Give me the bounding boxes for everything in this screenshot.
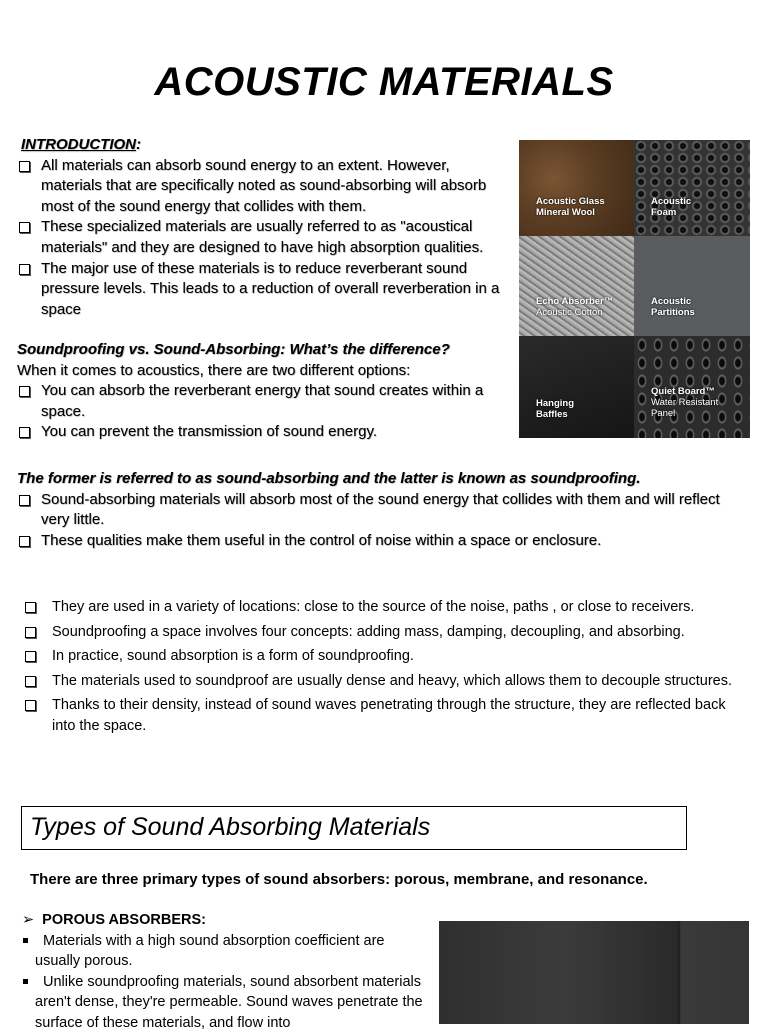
- checkbox-bullet-icon: [19, 495, 30, 506]
- checkbox-bullet-icon: [19, 386, 30, 397]
- list-item: The major use of these materials is to reduce reverberant sound pressure levels. This leads to a reduction of overall reverberation in a space: [17, 259, 509, 321]
- checkbox-bullet-icon: [19, 536, 30, 547]
- list-item: All materials can absorb sound energy to an extent. However, materials that are specifically noted as sound-absorbing will absorb most of the sound energy that collides with them.: [17, 156, 509, 218]
- porous-heading: ➢ POROUS ABSORBERS:: [22, 912, 206, 928]
- types-title-text: Types of Sound Absorbing Materials: [30, 813, 431, 841]
- list-item: You can absorb the reverberant energy that sound creates within a space.: [17, 381, 509, 422]
- checkbox-bullet-icon: [19, 161, 30, 172]
- definition-heading: The former is referred to as sound-absorbing and the latter is known as soundproofing.: [17, 470, 641, 487]
- list-item: The materials used to soundproof are usually dense and heavy, which allows them to decouple structures.: [23, 671, 738, 692]
- comparison-heading: Soundproofing vs. Sound-Absorbing: What’s the difference?: [17, 341, 450, 358]
- square-bullet-icon: [23, 979, 28, 984]
- comparison-section: [17, 340, 509, 443]
- list-item: Materials with a high sound absorption coefficient are usually porous.: [22, 931, 432, 972]
- types-section-title: [21, 806, 687, 850]
- list-item: Sound-absorbing materials will absorb most of the sound energy that collides with them and will reflect very little.: [17, 490, 722, 531]
- list-item: In practice, sound absorption is a form of soundproofing.: [23, 646, 738, 667]
- checkbox-bullet-icon: [25, 676, 36, 687]
- list-item: These specialized materials are usually referred to as "acoustical materials" and they are designed to have high absorption qualities.: [17, 217, 509, 258]
- mineral-wool-tile: Acoustic Glass Mineral Wool: [519, 140, 634, 236]
- quiet-board-tile: Quiet Board™ Water Resistant Panel: [634, 336, 750, 438]
- checkbox-bullet-icon: [25, 627, 36, 638]
- list-item: Thanks to their density, instead of sound waves penetrating through the structure, they are reflected back into the space.: [23, 695, 738, 736]
- checkbox-bullet-icon: [25, 700, 36, 711]
- definition-section: [17, 469, 722, 551]
- checkbox-bullet-icon: [25, 602, 36, 613]
- hanging-baffles-tile: Hanging Baffles: [519, 336, 634, 438]
- arrow-bullet-icon: ➢: [22, 912, 35, 928]
- acoustic-cotton-tile: Echo Absorber™ Acoustic Cotton: [519, 236, 634, 336]
- list-item: Unlike soundproofing materials, sound absorbent materials aren't dense, they're permeable. Sound waves penetrate the surface of these materials, and flow into: [22, 972, 432, 1034]
- porous-absorber-photo: [439, 921, 749, 1024]
- list-item: They are used in a variety of locations: close to the source of the noise, paths , or close to receivers.: [23, 597, 738, 618]
- list-item: These qualities make them useful in the control of noise within a space or enclosure.: [17, 531, 722, 552]
- acoustic-foam-tile: Acoustic Foam: [634, 140, 750, 236]
- checkbox-bullet-icon: [19, 222, 30, 233]
- acoustic-materials-image: [519, 140, 750, 438]
- list-item: You can prevent the transmission of sound energy.: [17, 422, 509, 443]
- types-summary: There are three primary types of sound absorbers: porous, membrane, and resonance.: [30, 871, 648, 888]
- uses-section: [23, 597, 738, 736]
- checkbox-bullet-icon: [25, 651, 36, 662]
- comparison-lead: When it comes to acoustics, there are two different options:: [17, 361, 411, 379]
- introduction-heading: INTRODUCTION:: [21, 136, 141, 153]
- introduction-section: [17, 135, 509, 320]
- acoustic-partitions-tile: Acoustic Partitions: [634, 236, 750, 336]
- checkbox-bullet-icon: [19, 427, 30, 438]
- list-item: Soundproofing a space involves four concepts: adding mass, damping, decoupling, and absorbing.: [23, 622, 738, 643]
- page-title: ACOUSTIC MATERIALS: [154, 60, 614, 104]
- porous-absorbers-section: [22, 910, 432, 1034]
- checkbox-bullet-icon: [19, 264, 30, 275]
- square-bullet-icon: [23, 938, 28, 943]
